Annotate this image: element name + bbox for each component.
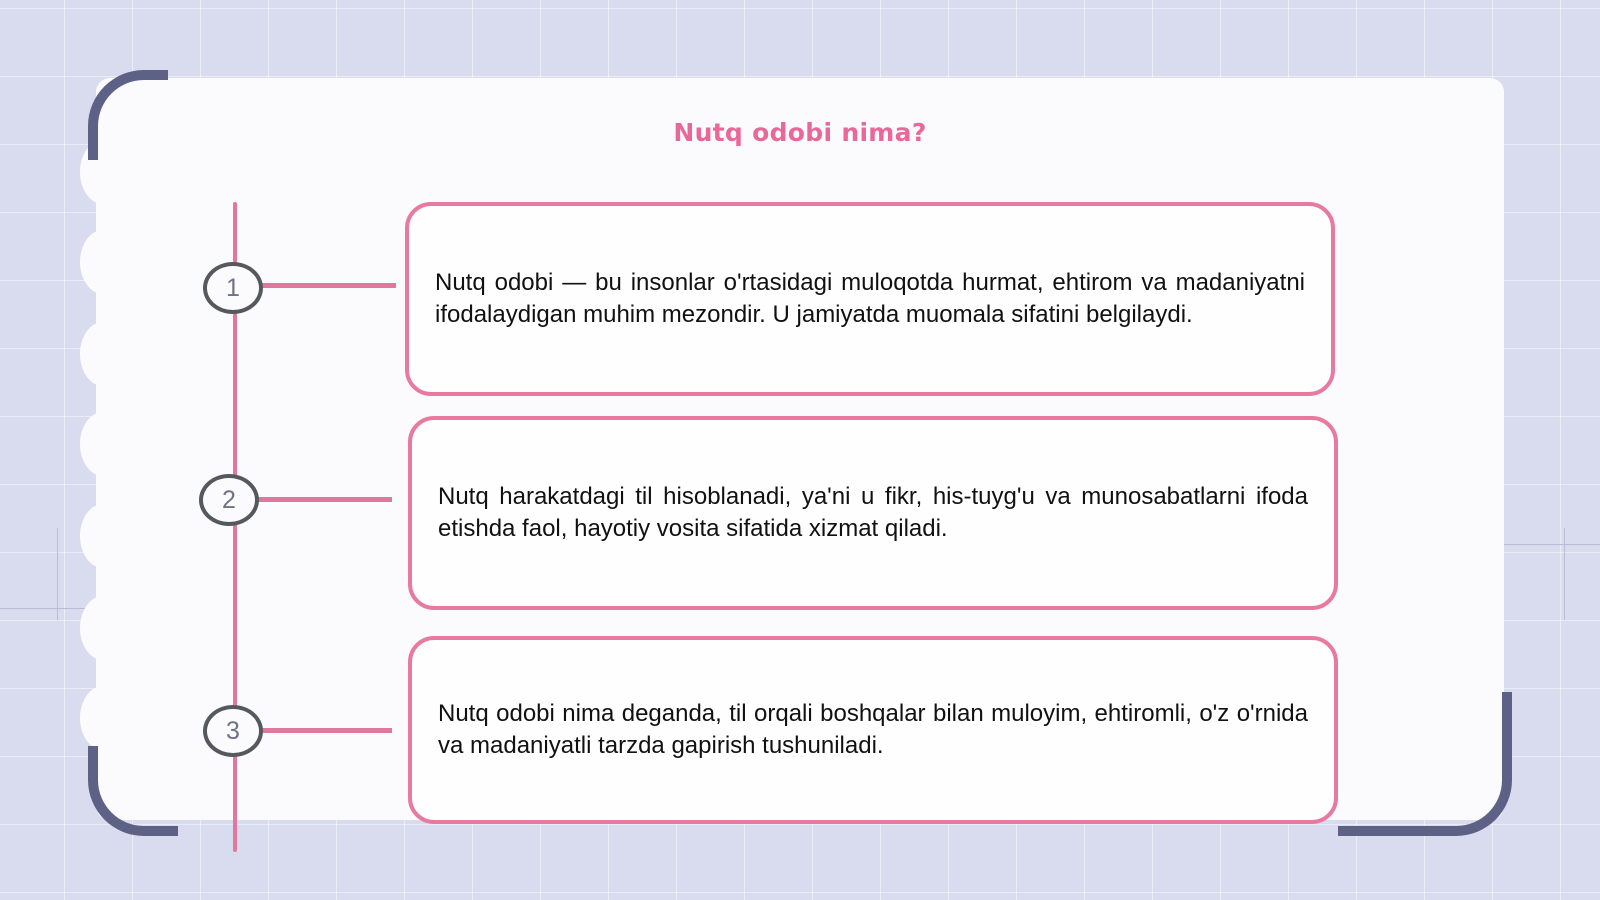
corner-bracket-bottom-right [1338, 692, 1512, 836]
notebook-edge-bump [80, 412, 126, 476]
step-number-2: 2 [199, 474, 259, 526]
text-box-1-text: Nutq odobi — bu insonlar o'rtasidagi muloqotda hurmat, ehtirom va madaniyatni ifodalaydigan muhim mezondir. U jamiyatda muomala sifatini belgilaydi. [435, 269, 1305, 328]
notebook-edge-bump [80, 504, 126, 568]
notebook-edge-bump [80, 596, 126, 660]
timeline-connector [262, 728, 392, 733]
text-box-2-text: Nutq harakatdagi til hisoblanadi, ya'ni u fikr, his-tuyg'u va munosabatlarni ifoda etishda faol, hayotiy vosita sifatida xizmat qiladi. [438, 483, 1308, 542]
timeline-connector [258, 497, 392, 502]
step-number-3: 3 [203, 705, 263, 757]
crosshair-mark-right-h [1504, 544, 1600, 545]
notebook-edge-bump [80, 322, 126, 386]
text-box-2 [408, 416, 1338, 610]
timeline-connector [262, 283, 396, 288]
text-box-3 [408, 636, 1338, 824]
notebook-edge-bump [80, 686, 126, 750]
notebook-edge-bump [80, 230, 126, 294]
slide-title: Nutq odobi nima? [673, 118, 927, 147]
step-number-1: 1 [203, 262, 263, 314]
text-box-1 [405, 202, 1335, 396]
crosshair-mark-right [1564, 528, 1565, 620]
crosshair-mark-left-h [0, 608, 96, 609]
text-box-3-text: Nutq odobi nima deganda, til orqali boshqalar bilan muloyim, ehtiromli, o'z o'rnida va madaniyatli tarzda gapirish tushuniladi. [438, 700, 1308, 759]
corner-bracket-bottom-left [88, 746, 178, 836]
crosshair-mark-left [57, 528, 58, 620]
